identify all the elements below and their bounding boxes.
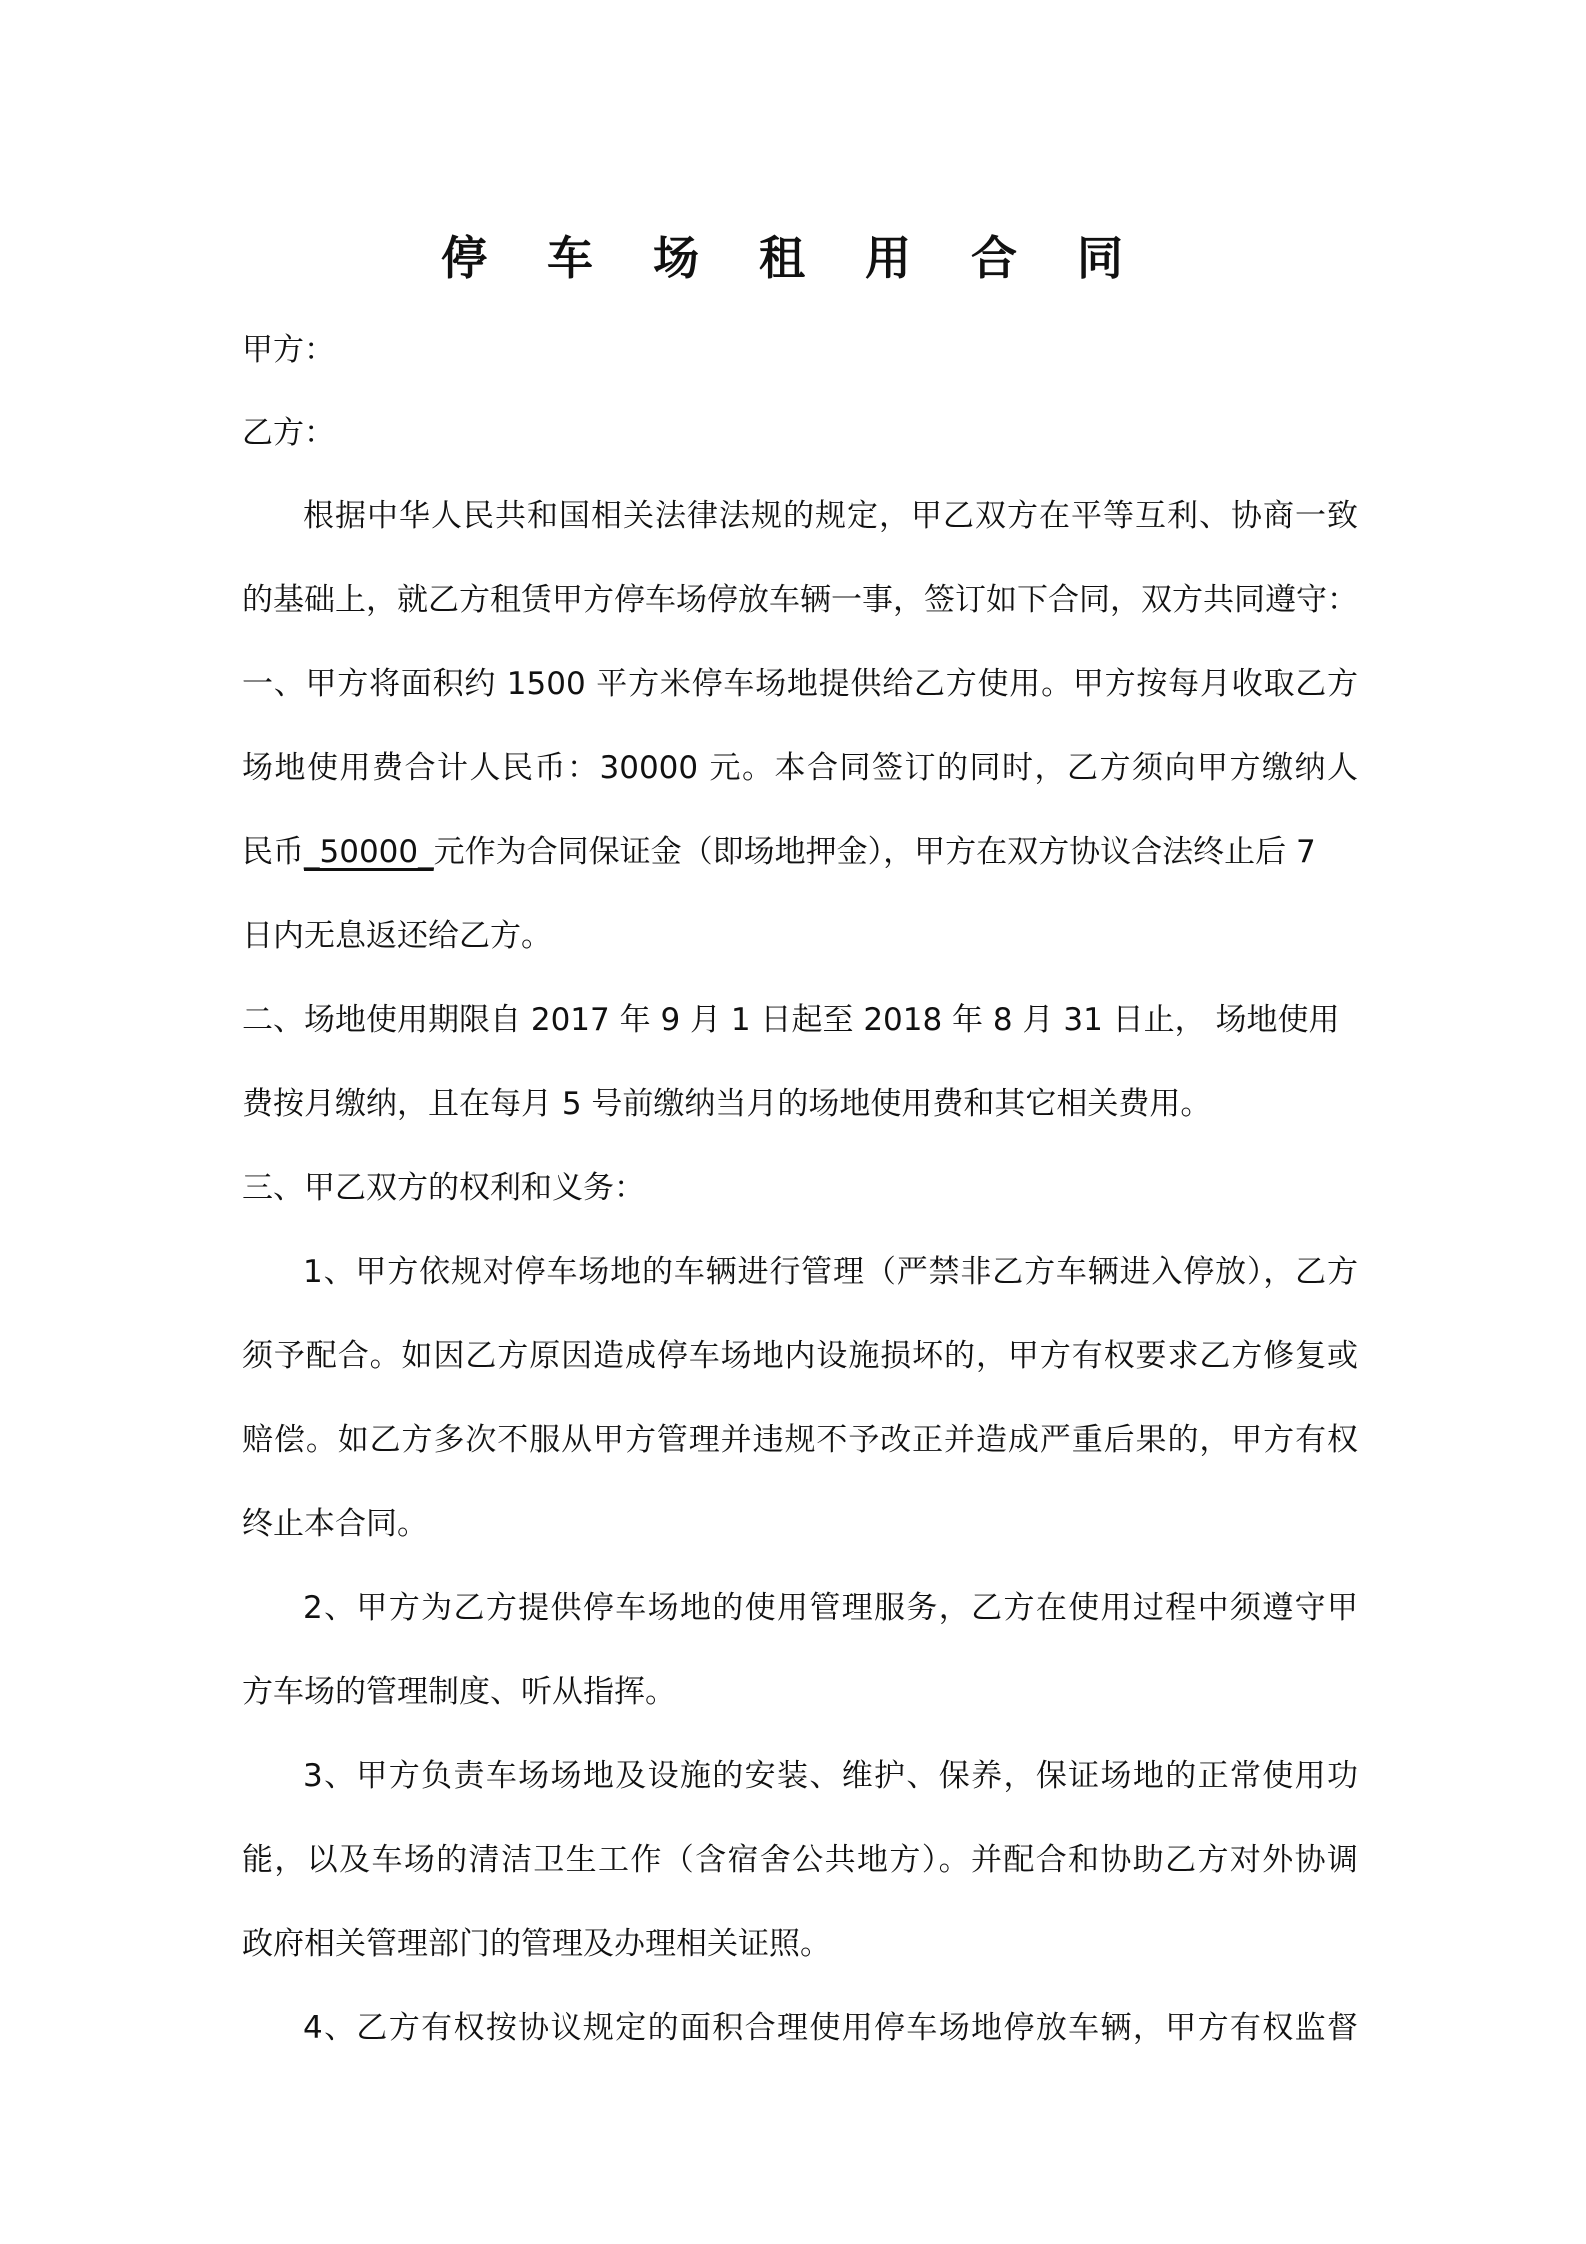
section-1-line-2: 场地使用费合计人民币：30000 元。本合同签订的同时，乙方须向甲方缴纳人 — [242, 750, 1358, 786]
clause-1-line-4: 终止本合同。 — [242, 1506, 428, 1542]
document-title: 停 车 场 租 用 合 同 — [440, 231, 1146, 285]
clause-1-line-2: 须予配合。如因乙方原因造成停车场地内设施损坏的，甲方有权要求乙方修复或 — [242, 1338, 1358, 1374]
clause-1-line-3: 赔偿。如乙方多次不服从甲方管理并违规不予改正并造成严重后果的，甲方有权 — [242, 1422, 1358, 1458]
section-3-heading: 三、甲乙双方的权利和义务： — [242, 1170, 645, 1206]
clause-4-line-1: 4、乙方有权按协议规定的面积合理使用停车场地停放车辆，甲方有权监督 — [303, 2010, 1358, 2046]
clause-3-line-1: 3、甲方负责车场场地及设施的安装、维护、保养，保证场地的正常使用功 — [303, 1758, 1358, 1794]
party-a-label: 甲方： — [242, 332, 335, 368]
section-2-line-2: 费按月缴纳，且在每月 5 号前缴纳当月的场地使用费和其它相关费用。 — [242, 1086, 1212, 1122]
preamble-line-2: 的基础上，就乙方租赁甲方停车场停放车辆一事，签订如下合同，双方共同遵守： — [242, 582, 1358, 618]
section-1-line-4: 日内无息返还给乙方。 — [242, 918, 552, 954]
clause-2-line-2: 方车场的管理制度、听从指挥。 — [242, 1674, 676, 1710]
party-b-label: 乙方： — [242, 415, 335, 451]
section-1-line-3-suffix: 元作为合同保证金（即场地押金），甲方在双方协议合法终止后 7 — [433, 834, 1316, 870]
deposit-amount: _50000_ — [304, 834, 434, 870]
section-1-line-3-prefix: 民币 — [242, 834, 304, 870]
clause-1-line-1: 1、甲方依规对停车场地的车辆进行管理（严禁非乙方车辆进入停放），乙方 — [303, 1254, 1358, 1290]
section-1-line-3 — [242, 830, 1358, 874]
section-2-line-1: 二、场地使用期限自 2017 年 9 月 1 日起至 2018 年 8 月 31 日止， 场地使用 — [242, 1002, 1340, 1038]
preamble-line-1: 根据中华人民共和国相关法律法规的规定，甲乙双方在平等互利、协商一致 — [303, 498, 1358, 534]
clause-3-line-3: 政府相关管理部门的管理及办理相关证照。 — [242, 1926, 831, 1962]
clause-2-line-1: 2、甲方为乙方提供停车场地的使用管理服务，乙方在使用过程中须遵守甲 — [303, 1590, 1358, 1626]
section-1-line-1: 一、甲方将面积约 1500 平方米停车场地提供给乙方使用。甲方按每月收取乙方 — [242, 666, 1358, 702]
clause-3-line-2: 能，以及车场的清洁卫生工作（含宿舍公共地方）。并配合和协助乙方对外协调 — [242, 1842, 1358, 1878]
